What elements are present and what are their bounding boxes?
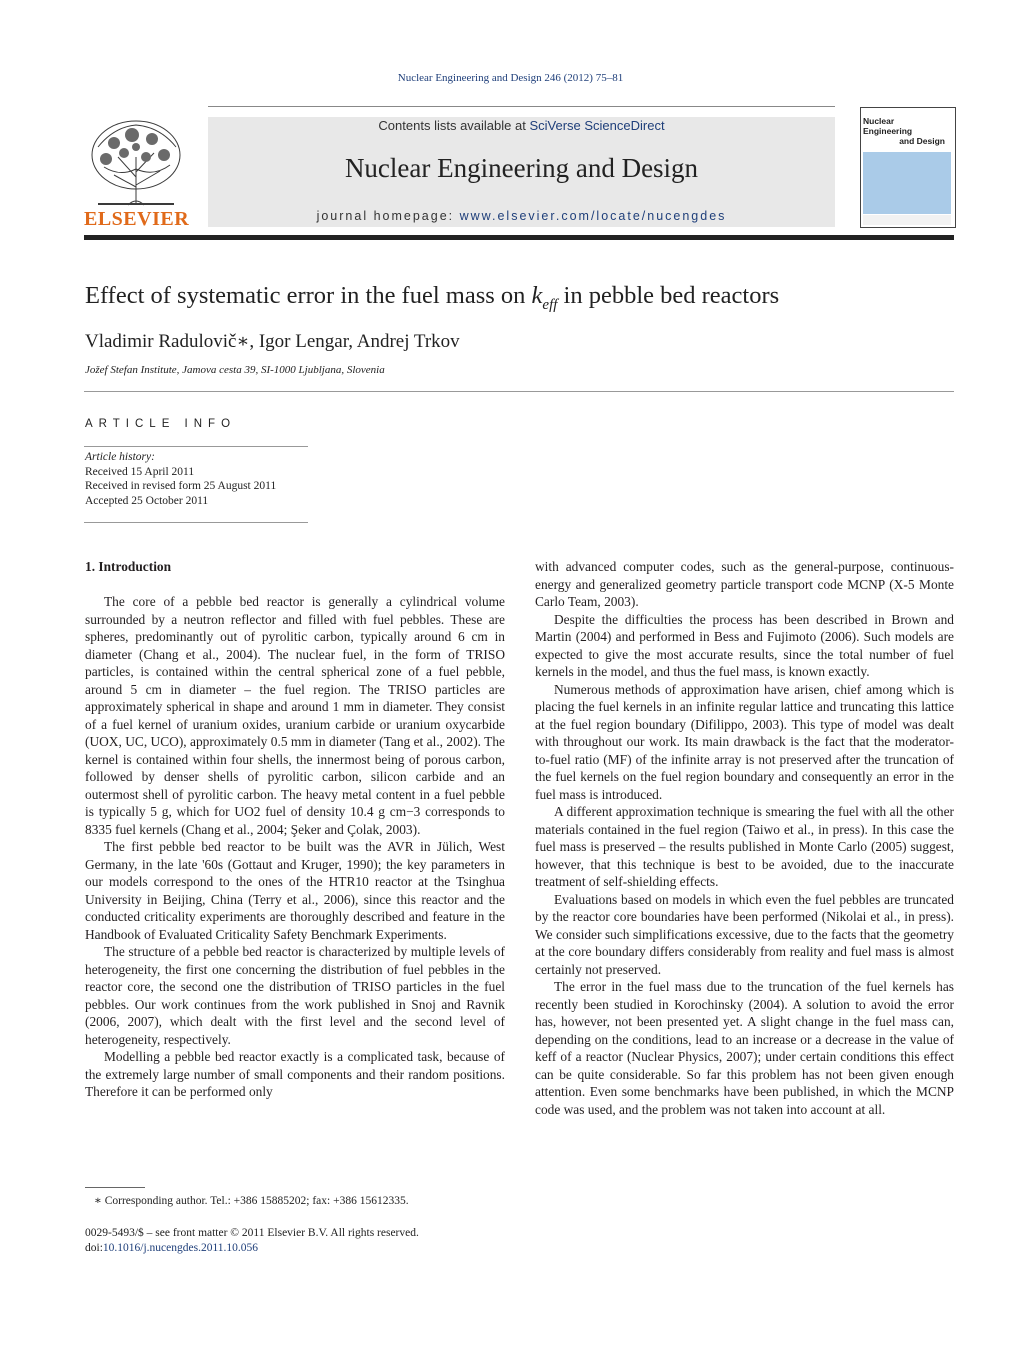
- history-received: Received 15 April 2011: [85, 465, 195, 478]
- paragraph: A different approximation technique is smearing the fuel with all the other materials contained in the fuel region (Taiwo et al., in press). In this case the fuel mass is preserved – the results published in Monte Carlo (2005) suggest, however, that this technique is best to be avoided, due to the inaccurate treatment of self-shielding effects.: [535, 804, 954, 889]
- cover-title-line1: Nuclear Engineering: [863, 116, 913, 136]
- sciencedirect-link[interactable]: SciVerse ScienceDirect: [529, 118, 665, 133]
- paragraph: The core of a pebble bed reactor is generally a cylindrical volume surrounded by a neutron reflector and filled with fuel pebbles. These are spheres, predominantly out of pyrolitic carbon, typically around 6 cm in diameter (Chang et al., 2004). The nuclear fuel, in the form of TRISO particles, is contained within the central spherical zone of a fuel pebble, around 5 cm in diameter – the fuel region. The TRISO particles are approximately spherical in shape and around 1 mm in diameter. They consist of a fuel kernel of uranium oxides, uranium carbide or uranium oxycarbide (UOX, UC, UCO), approximately 0.5 mm in diameter (Tang et al., 2002). The kernel is contained within four shells, the innermost being of porous carbon, followed by denser shells of pyrolitic carbon, silicon carbide and an outermost shell of pyrolitic carbon. The heavy metal content in a fuel pebble is typically 5 g, which for UO2 fuel of density 10.4 g cm−3 corresponds to 8335 fuel kernels (Chang et al., 2004; Şeker and Çolak, 2003).: [85, 594, 505, 837]
- section-heading: 1. Introduction: [85, 559, 172, 574]
- title-k: k: [531, 282, 543, 309]
- history-label: Article history:: [85, 451, 155, 463]
- cover-title-band: [863, 110, 951, 146]
- homepage-link[interactable]: www.elsevier.com/locate/nucengdes: [459, 209, 727, 223]
- article-info-rule-bottom: [84, 522, 308, 523]
- homepage-prefix: journal homepage:: [316, 209, 460, 223]
- paragraph: Evaluations based on models in which even the fuel pebbles are truncated by the reactor core boundaries have been performed (Nikolai et al., in press). We consider such simplifications excessive, due to the facts that the geometry at the core boundary differs considerably from reality and fuel mass is almost certainly not preserved.: [535, 891, 954, 977]
- elsevier-wordmark: ELSEVIER: [84, 208, 190, 230]
- cover-footer: [863, 215, 951, 225]
- title-before: Effect of systematic error in the fuel mass on: [85, 282, 532, 309]
- cover-title: [863, 116, 945, 146]
- article-info-rule-top: [84, 446, 308, 447]
- paragraph: The structure of a pebble bed reactor is characterized by multiple levels of heterogeneity, the first one concerning the distribution of fuel pebbles in the reactor core, the second one the distribution of TRISO particles in the fuel pebbles. Our work continues from the work published in Snoj and Ravnik (2006, 2007), which dealt with the first level and the second level of heterogeneity, respectively.: [85, 944, 505, 1047]
- article-title: [85, 282, 779, 314]
- journal-masthead: [208, 117, 835, 227]
- journal-title: Nuclear Engineering and Design: [344, 153, 699, 183]
- contents-prefix: Contents lists available at: [378, 118, 530, 133]
- footnote-rule: [85, 1187, 145, 1188]
- authors: Vladimir Radulovič∗, Igor Lengar, Andrej Trkov: [85, 331, 460, 352]
- article-info-heading: ARTICLE INFO: [85, 418, 237, 430]
- affiliation: Jožef Stefan Institute, Jamova cesta 39, SI-1000 Ljubljana, Slovenia: [85, 364, 385, 376]
- paragraph: The first pebble bed reactor to be built was the AVR in Jülich, West Germany, in the late '60s (Gottaut and Kruger, 1990); the key parameters in our models correspond to the ones of the HTR10 reactor at the Tsinghua University in Beijing, China (Terry et al., 2006), since this reactor and the conducted criticality experiments are thoroughly described and feature in the Handbook of Evaluated Criticality Safety Benchmark Experiments.: [85, 839, 505, 942]
- journal-citation[interactable]: Nuclear Engineering and Design 246 (2012) 75–81: [397, 72, 624, 84]
- header-rule: [208, 106, 835, 107]
- corresponding-author-footnote: ∗ Corresponding author. Tel.: +386 15885202; fax: +386 15612335.: [94, 1195, 409, 1207]
- doi-prefix: doi:: [85, 1242, 103, 1254]
- paragraph: The error in the fuel mass due to the truncation of the fuel kernels has recently been studied in Korochinsky (2004). A solution to avoid the error has, however, not been presented yet. A slight change in the fuel mass can, depending on the conditions, lead to an increase or a decrease in the value of keff of a reactor (Nuclear Physics, 2007); under certain conditions this effect can be quite considerable. So far this problem has not been given enough attention. Even some benchmarks have been published, in which the MCNP code was used, and the problem was not taken into account at all.: [535, 979, 954, 1117]
- masthead-rule: [84, 235, 954, 240]
- body-left-column: [85, 558, 505, 1101]
- journal-cover-thumbnail[interactable]: [860, 107, 956, 228]
- cover-title-line2: and Design: [899, 136, 945, 146]
- paragraph: Modelling a pebble bed reactor exactly is a complicated task, because of the extremely large number of small components and their random positions. Therefore it can be performed only: [85, 1049, 505, 1099]
- article-history: [85, 450, 276, 508]
- issn-line: 0029-5493/$ – see front matter © 2011 Elsevier B.V. All rights reserved.: [85, 1227, 419, 1239]
- article-info-rule: [84, 391, 954, 392]
- contents-line: [208, 118, 835, 133]
- paragraph: Numerous methods of approximation have arisen, chief among which is placing the fuel kernels in an infinite regular lattice and truncating this lattice at the fuel region boundary (Difilippo, 2003). This type of model was dealt with throughout our work. Its main drawback is the fact that the moderator-to-fuel ratio (MF) of the infinite array is not preserved after the truncation of the fuel kernels on the fuel region boundary and consequently an error in the fuel mass is introduced.: [535, 681, 954, 802]
- paragraph: with advanced computer codes, such as the general-purpose, continuous-energy and generalized geometry particle transport code MCNP (X-5 Monte Carlo Team, 2003).: [535, 559, 954, 609]
- doi-link[interactable]: 10.1016/j.nucengdes.2011.10.056: [102, 1242, 259, 1254]
- copyright-block: [85, 1226, 419, 1256]
- cover-image: [863, 152, 951, 214]
- body-right-column: [535, 558, 954, 1118]
- history-revised: Received in revised form 25 August 2011: [85, 480, 277, 492]
- homepage-line: [208, 209, 835, 223]
- paragraph: Despite the difficulties the process has been described in Brown and Martin (2004) and performed in Bess and Fujimoto (2006). Such models are expected to give the most accurate results, since the total number of fuel kernels in the model, and thus the fuel mass, is known exactly.: [535, 611, 954, 679]
- doi-line: [85, 1241, 419, 1256]
- title-after: in pebble bed reactors: [557, 282, 780, 309]
- title-sub: eff: [542, 296, 558, 313]
- history-accepted: Accepted 25 October 2011: [85, 494, 209, 507]
